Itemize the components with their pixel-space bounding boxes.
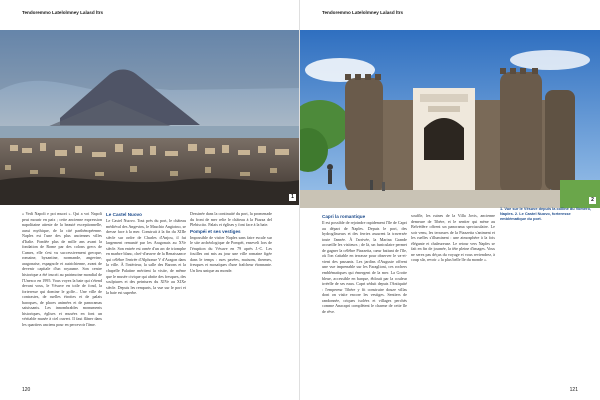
right-page	[300, 0, 600, 400]
photo-castel-nuovo	[300, 30, 600, 208]
body-paragraph: Impossible de visiter Naples sans faire escale sur le site archéologique de Pompéi, enseveli lors de l'éruption du Vésuve en 79 après J.-C. Les fouilles ont mis au jour une ville romaine figée dans le temps : rues pavées, maisons, thermes, fresques et mosaïques d'une fraîcheur étonnante. Un lieu unique au monde.	[190, 234, 272, 273]
section-subhead: Capri la romantique	[322, 214, 366, 219]
body-paragraph: Le Castel Nuovo. Tout près du port, le château médiéval des Angevins, le Maschio Angioino, se dresse face à la mer. Construit à la fin du XIIIe siècle sur ordre de Charles d'Anjou, il fut largement remanié par les Aragonais au XVe siècle. Son entrée est ornée d'un arc de triomphe en marbre blanc, chef-d'œuvre de la Renaissance qui célèbre l'entrée d'Alphonse V d'Aragon dans la ville. À l'intérieur, la salle des Barons et la chapelle Palatine méritent la visite, de même que le musée civique qui abrite des fresques, des sculptures et des peintures du XIVe au XIXe siècle. Depuis les remparts, la vue sur le port et la baie est superbe.	[106, 218, 186, 296]
page-number-right: 121	[569, 387, 578, 393]
photo-captions	[500, 206, 592, 221]
body-paragraph: souffle, les ruines de la Villa Jovis, ancienne demeure de Tibère, et le sentier qui mène au Belvédère offrent un panorama spectaculaire. Le soir venu, les terrasses de la Piazzetta s'animent et les ruelles s'illuminent : une atmosphère à la fois élégante et chaleureuse. Le retour vers Naples se fait en fin de journée, la tête pleine d'images. Vous ne serez pas déçus du voyage et vous reviendrez, à coup sûr, revoir « la plus belle île du monde ».	[411, 213, 495, 263]
text-column-1	[322, 213, 407, 314]
text-column-3	[190, 211, 272, 274]
caption-text: 1. Vue sur le Vésuve depuis la colline du Vomero, Naples. 2. Le Castel Nuovo, forteresse emblématique du port.	[500, 206, 592, 221]
naples-panorama-image	[0, 30, 300, 205]
page-number-left: 120	[22, 387, 31, 393]
text-column-1	[22, 211, 102, 327]
photo-number-badge: 1	[289, 194, 296, 201]
section-subhead: Le Castel Nuovo	[106, 212, 142, 217]
body-paragraph: Il est possible de rejoindre rapidement l'île de Capri au départ de Naples. Depuis le port, des hydroglisseurs et des ferries assurent la traversée toute l'année. À l'arrivée, la Marina Grande accueille les visiteurs ; de là, un funiculaire permet de gagner la célèbre Piazzetta, cœur battant de l'île, où l'on s'attable en terrasse pour observer le va-et-vient des passants. Les jardins d'Auguste offrent une vue imprenable sur les Faraglioni, ces rochers emblématiques qui émergent de la mer. La Grotte bleue, accessible en barque, éblouit par la couleur irréelle de ses eaux. Capri séduit depuis l'Antiquité : l'empereur Tibère y fit construire douze villas dont on visite encore les vestiges. Sentiers de randonnée, criques isolées et villages perchés comme Anacapri complètent le charme de cette île de rêve.	[322, 220, 407, 314]
photo-number-badge: 2	[589, 197, 596, 204]
running-head-right: Tendoremmo Latelolmney Lalasd ltrs	[322, 10, 404, 15]
section-subhead: Pompéi et ses vestiges	[190, 228, 241, 234]
body-paragraph: « Vedi Napoli e poi muori ». Qui a voi Napoli peut mourir en paix ; cette ancienne expression napolitaine atteste de la beauté exceptionnelle, aussi mythique, de la cité parthénopéenne. Naples est l'une des plus anciennes villes d'Italie. Fondée plus de mille ans avant la fondation de Rome par des colons grecs de Cumes, elle s'est vu successivement grecque, romaine, byzantine, normande, angevine, aragonaise, espagnole et autrichienne, avant de devenir capitale d'un royaume. Son centre historique a été inscrit au patrimoine mondial de l'Unesco en 1995. Vous voyez la baie qui s'étend devant vous, le Vésuve en toile de fond, la forteresse qui domine le golfe... Une ville de contrastes, de ruelles étroites et de palais baroques, de places animées et de panoramas saisissants. Les innombrables monuments historiques, églises et musées en font un véritable musée à ciel ouvert. Il faut flâner dans les quartiers anciens pour en percevoir l'âme.	[22, 211, 102, 327]
castel-nuovo-image	[300, 30, 600, 208]
running-head-left: Tendoremmo Latelolmney Lalasd ltrs	[22, 10, 104, 15]
body-paragraph: Dessinée dans la continuité du port, la promenade du front de mer relie le château à la Piazza del Plebiscito. Palais et églises y font face à la baie.	[190, 211, 272, 228]
text-column-2	[411, 213, 495, 263]
photo-naples-vesuvius	[0, 30, 300, 205]
text-column-2	[106, 211, 186, 296]
